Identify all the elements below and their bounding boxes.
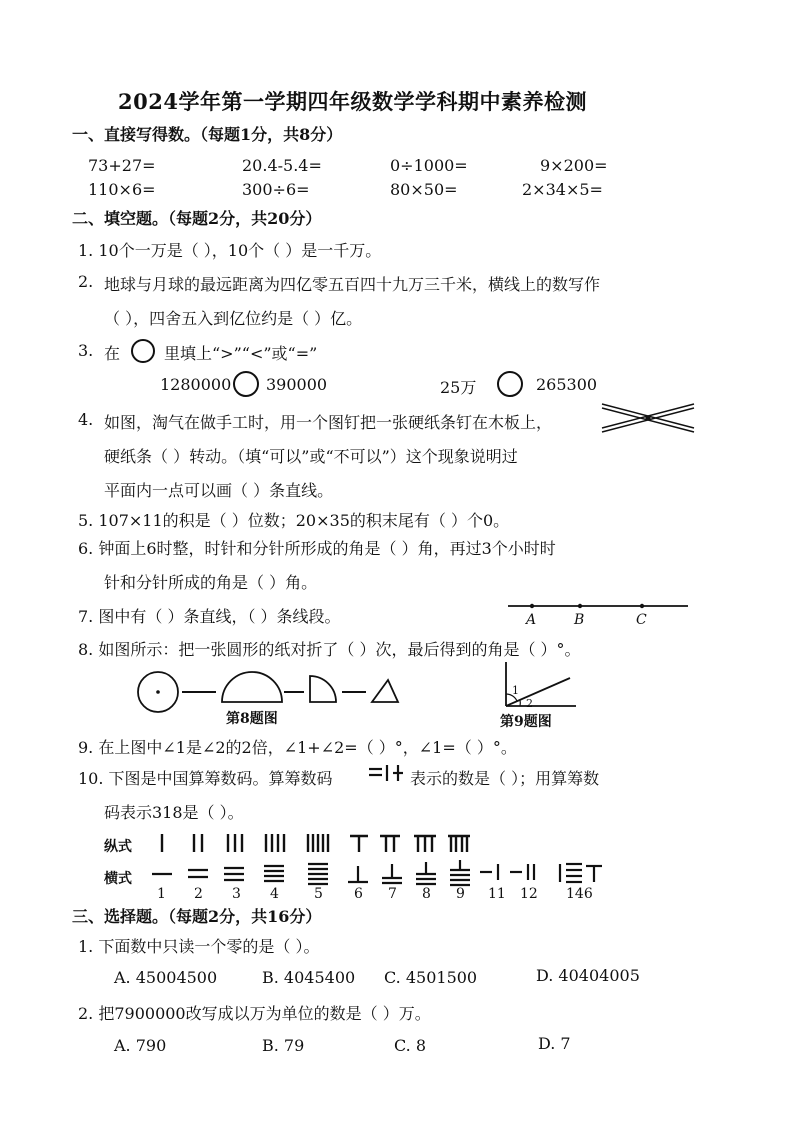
page-title: 2024学年第一学期四年级数学学科期中素养检测 <box>118 89 587 114</box>
rod-number: 3 <box>232 886 241 902</box>
question-2-10-line2: 码表示318是（ ）。 <box>104 803 244 822</box>
option-d: D. 40404005 <box>536 966 640 985</box>
calc-item: 110×6= <box>88 180 156 199</box>
option-c: C. 4501500 <box>384 968 478 987</box>
calc-item: 20.4-5.4= <box>242 156 322 175</box>
rod-numeral-chart <box>146 830 616 890</box>
question-2-4-line3: 平面内一点可以画（ ）条直线。 <box>104 481 334 500</box>
rod-number: 2 <box>194 886 203 902</box>
compare-circle-icon <box>496 370 524 398</box>
pinned-strips-figure <box>600 398 700 434</box>
rod-number: 6 <box>354 886 363 902</box>
question-number: 2. <box>78 272 94 291</box>
rod-number: 7 <box>388 886 397 902</box>
question-2-1: 1. 10个一万是（ ），10个（ ）是一千万。 <box>78 241 382 260</box>
question-2-2-line1: 地球与月球的最远距离为四亿零五百四十九万三千米，横线上的数写作 <box>104 275 601 294</box>
rod-numeral-icon <box>368 762 406 786</box>
compare-circle-icon <box>232 370 260 398</box>
question-2-8: 8. 如图所示：把一张圆形的纸对折了（ ）次，最后得到的角是（ ）°。 <box>78 640 581 659</box>
option-b: B. 4045400 <box>262 968 356 987</box>
rod-number: 11 <box>488 886 506 902</box>
figure-8-caption: 第8题图 <box>226 711 278 727</box>
rod-number: 146 <box>566 886 593 902</box>
calc-item: 0÷1000= <box>390 156 468 175</box>
calc-item: 9×200= <box>540 156 608 175</box>
rod-number: 9 <box>456 886 465 902</box>
figure-9-caption: 第9题图 <box>500 714 552 730</box>
compare-a-left: 1280000 <box>160 375 232 394</box>
question-2-6-line2: 针和分针所成的角是（ ）角。 <box>104 573 318 592</box>
calc-item: 80×50= <box>390 180 458 199</box>
point-label: A <box>526 612 537 628</box>
compare-b-right: 265300 <box>536 375 598 394</box>
compare-circle-icon <box>130 338 156 364</box>
section2-heading: 二、填空题。（每题2分，共20分） <box>72 209 322 228</box>
question-3-1: 1. 下面数中只读一个零的是（ ）。 <box>78 937 320 956</box>
rod-number: 5 <box>314 886 323 902</box>
question-2-4-line2: 硬纸条（ ）转动。（填“可以”或“不可以”）这个现象说明过 <box>104 447 518 466</box>
question-2-3-post: 里填上“>”“<”或“=” <box>164 344 318 363</box>
question-2-4-line1: 如图，淘气在做手工时，用一个图钉把一张硬纸条钉在木板上， <box>104 413 553 432</box>
question-2-3-pre: 在 <box>104 344 121 363</box>
rod-number: 1 <box>157 886 166 902</box>
question-2-7: 7. 图中有（ ）条直线，（ ）条线段。 <box>78 607 341 626</box>
point-label: C <box>636 612 647 628</box>
question-number: 3. <box>78 341 94 360</box>
calc-item: 2×34×5= <box>522 180 603 199</box>
rod-number: 8 <box>422 886 431 902</box>
rod-row-label: 纵式 <box>104 839 132 855</box>
option-d: D. 7 <box>538 1034 571 1053</box>
angle-label: 2 <box>526 697 533 710</box>
section3-heading: 三、选择题。（每题2分，共16分） <box>72 907 322 926</box>
compare-a-right: 390000 <box>266 375 328 394</box>
angle-label: 1 <box>512 684 519 697</box>
rod-number: 4 <box>270 886 279 902</box>
question-2-2-line2: （ ），四舍五入到亿位约是（ ）亿。 <box>104 309 363 328</box>
option-a: A. 45004500 <box>114 968 218 987</box>
question-2-9: 9. 在上图中∠1是∠2的2倍，∠1+∠2=（ ）°，∠1=（ ）°。 <box>78 738 517 757</box>
point-label: B <box>574 612 585 628</box>
question-number: 4. <box>78 410 94 429</box>
option-b: B. 79 <box>262 1036 305 1055</box>
question-2-10-pre: 10. 下图是中国算筹数码。算筹数码 <box>78 769 333 788</box>
rod-number: 12 <box>520 886 538 902</box>
calc-item: 73+27= <box>88 156 156 175</box>
question-2-6-line1: 6. 钟面上6时整，时针和分针所形成的角是（ ）角，再过3个小时时 <box>78 539 556 558</box>
question-3-2: 2. 把7900000改写成以万为单位的数是（ ）万。 <box>78 1004 431 1023</box>
option-c: C. 8 <box>394 1036 427 1055</box>
question-2-5: 5. 107×11的积是（ ）位数；20×35的积末尾有（ ）个0。 <box>78 511 510 530</box>
compare-b-left: 25万 <box>440 378 477 397</box>
section1-heading: 一、直接写得数。（每题1分，共8分） <box>72 125 343 144</box>
calc-item: 300÷6= <box>242 180 310 199</box>
rod-row-label: 横式 <box>104 871 132 887</box>
question-2-10-post: 表示的数是（ ）；用算筹数 <box>410 769 600 788</box>
option-a: A. 790 <box>114 1036 167 1055</box>
